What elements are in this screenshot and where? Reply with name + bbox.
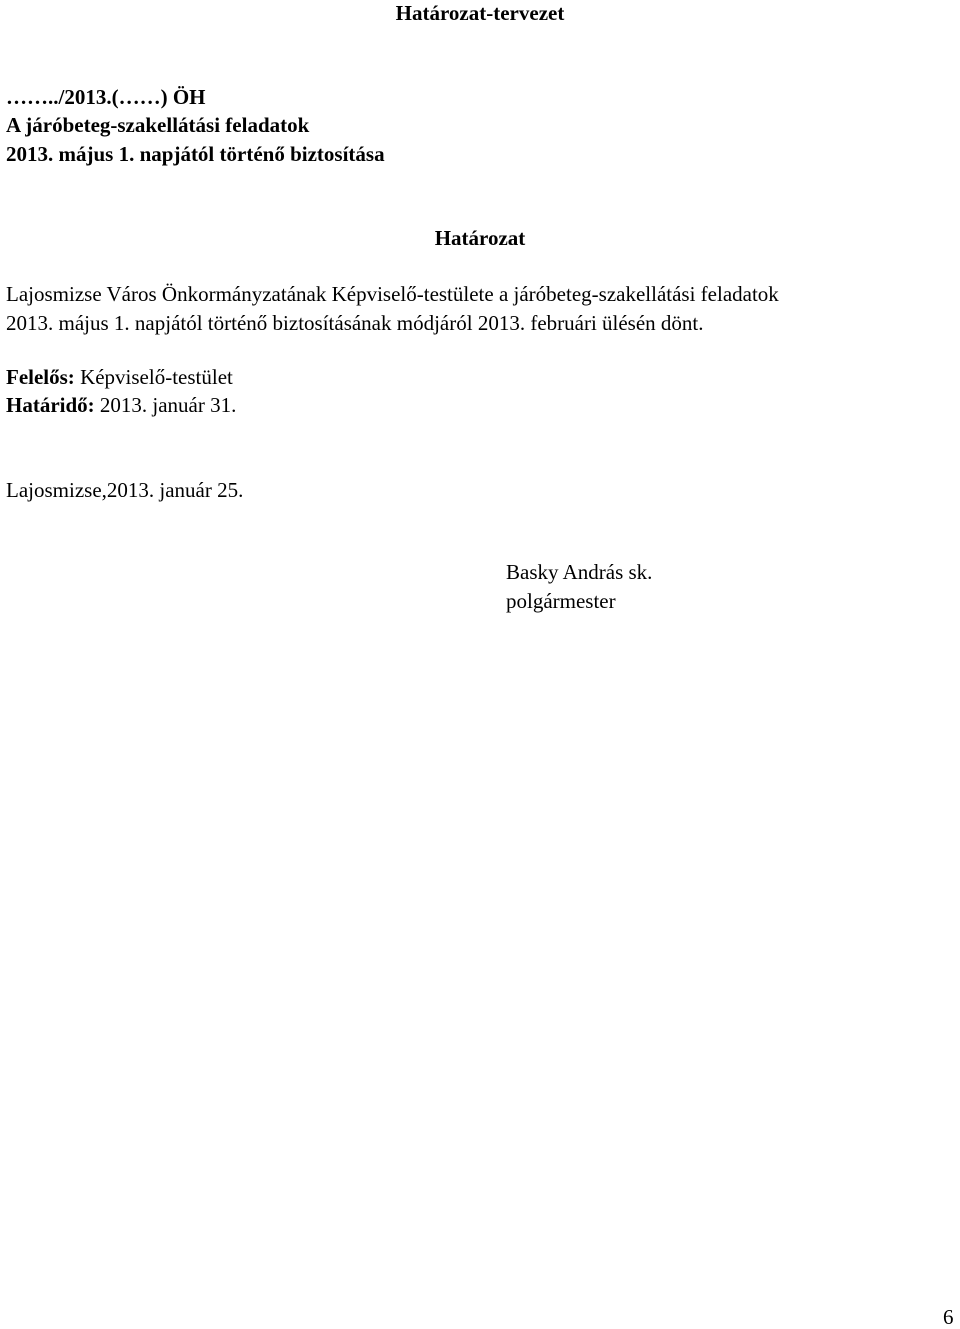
subject-line-1: A járóbeteg-szakellátási feladatok bbox=[6, 113, 310, 137]
place-and-date: Lajosmizse,2013. január 25. bbox=[6, 478, 244, 502]
deadline-line bbox=[6, 395, 236, 416]
responsible-label: Felelős: bbox=[6, 365, 75, 389]
body-text-line-1: Lajosmizse Város Önkormányzatának Képviselő-testülete a járóbeteg-szakellátási feladatok bbox=[6, 282, 779, 306]
responsible-line bbox=[6, 367, 233, 388]
resolution-reference: ……../2013.(……) ÖH bbox=[6, 85, 206, 109]
subject-line-2: 2013. május 1. napjától történő biztosítása bbox=[6, 142, 385, 166]
signer-name: Basky András sk. bbox=[506, 560, 653, 584]
deadline-label: Határidő: bbox=[6, 393, 95, 417]
section-heading: Határozat bbox=[434, 226, 526, 250]
signer-title: polgármester bbox=[506, 589, 616, 613]
page-number: 6 bbox=[943, 1305, 954, 1329]
responsible-value: Képviselő-testület bbox=[74, 365, 233, 389]
deadline-value: 2013. január 31. bbox=[94, 393, 237, 417]
document-title: Határozat-tervezet bbox=[395, 1, 565, 25]
body-text-line-2: 2013. május 1. napjától történő biztosításának módjáról 2013. februári ülésén dönt. bbox=[6, 311, 704, 335]
